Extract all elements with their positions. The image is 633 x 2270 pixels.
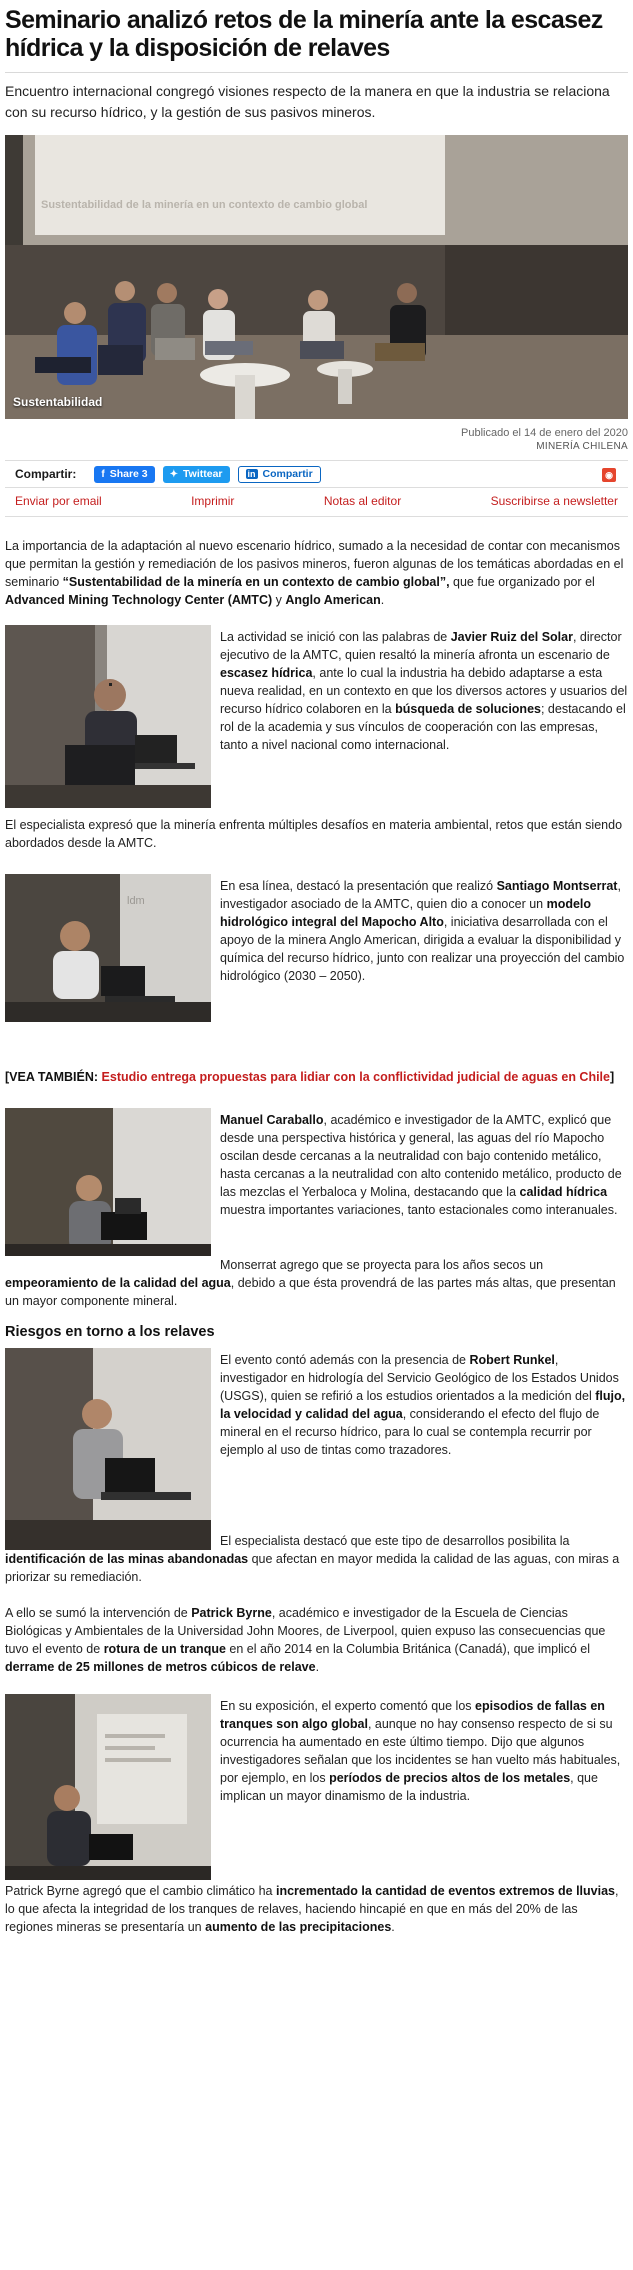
paragraph-monserrat-dry-years: Monserrat agrego que se proyecta para los años secos un empeoramiento de la calidad del agua, debido a que ésta provendrá de las partes más altas, que presentan un mayor componente mineral.	[5, 1258, 616, 1308]
section-caraballo	[5, 1108, 628, 1256]
section-montserrat	[5, 874, 628, 1022]
hero-caption: Sustentabilidad	[13, 395, 103, 409]
share-label: Compartir:	[15, 467, 77, 481]
linkedin-icon: in	[247, 469, 256, 479]
paragraph-abandoned-mines: El especialista destacó que este tipo de desarrollos posibilita la identificación de las minas abandonadas que afectan en mayor medida la calidad de las aguas, con miras a priorizar su remediación.	[5, 1534, 620, 1584]
rss-icon[interactable]: ◉	[602, 468, 616, 482]
twitter-icon: ✦	[169, 468, 179, 480]
see-also: [VEA TAMBIÉN: Estudio entrega propuestas para lidiar con la conflictividad judicial de aguas en Chile]	[5, 1070, 615, 1084]
paragraph-byrne-exposition: En su exposición, el experto comentó que los episodios de fallas en tranques son algo global, aunque no hay consenso respecto de si su ocurrencia ha aumentado en este último tiempo. Dijo que algunos investigadores señalan que los incidentes se han vuelto más habituales, por ejemplo, en los períodos de precios altos de los metales, que implican un mayor dinamismo de la industria.	[220, 1699, 621, 1803]
facebook-icon: f	[101, 468, 105, 480]
facebook-share-button[interactable]	[94, 466, 154, 483]
section-heading-tailings: Riesgos en torno a los relaves	[5, 1324, 215, 1340]
section-byrne-exposition	[5, 1694, 628, 1880]
photo-byrne	[5, 1694, 211, 1880]
paragraph-byrne: A ello se sumó la intervención de Patrick Byrne, académico e investigador de la Escuela de Ciencias Biológicas y Ambientales de la Universidad John Moores, de Liverpool, quien expuso las consecuencias que tuvo el evento de rotura de un tranque en el año 2014 en la Columbia Británica (Canadá), que implicó el derrame de 25 millones de metros cúbicos de relave.	[5, 1606, 606, 1674]
article-actions	[5, 488, 628, 517]
paragraph-climate-change: Patrick Byrne agregó que el cambio climático ha incrementado la cantidad de eventos extremos de lluvias, lo que afecta la integridad de los tranques de relaves, haciendo hincapié en que en más del 20% de las regiones mineras se presentaría un aumento de las precipitaciones.	[5, 1884, 619, 1934]
photo-ruiz-del-solar	[5, 625, 211, 808]
section-ruiz	[5, 625, 628, 808]
paragraph-ruiz: La actividad se inició con las palabras de Javier Ruiz del Solar, director ejecutivo de la AMTC, quien resaltó la minería afronta un escenario de escasez hídrica, ante lo cual la industria ha debido adaptarse a esta nueva realidad, en un contexto en que los diversos actores y usuarios del recurso hídrico colaboren en la búsqueda de soluciones; destacando el rol de la academia y sus vínculos de cooperación con las empresas, tanto a nivel nacional como internacional.	[220, 630, 628, 752]
paragraph-runkel: El evento contó además con la presencia de Robert Runkel, investigador en hidrología del Servicio Geológico de los Estados Unidos (USGS), quien se refirió a los estudios orientados a la medición del flujo, la velocidad y calidad del agua, considerando el efecto del flujo de mineral en el recurso hídrico, para lo cual se contempla recurrir por ejemplo al uso de tintas como trazadores.	[220, 1353, 626, 1457]
title-divider	[5, 72, 628, 73]
paragraph-amtc-challenges: El especialista expresó que la minería enfrenta múltiples desafíos en materia ambiental, retos que están siendo abordados desde la AMTC.	[5, 818, 623, 850]
section-runkel	[5, 1348, 628, 1550]
paragraph-intro: La importancia de la adaptación al nuevo escenario hídrico, sumado a la necesidad de contar con mecanismos que permitan la gestión y remediación de los pasivos mineros, fueron algunas de los temáticas abordadas en el seminario “Sustentabilidad de la minería en un contexto de cambio global”, que fue organizado por el Advanced Mining Technology Center (AMTC) y Anglo American.	[5, 539, 624, 607]
publish-source: MINERÍA CHILENA	[536, 441, 628, 452]
publish-date: Publicado el 14 de enero del 2020	[461, 427, 628, 439]
svg-text:ldm: ldm	[127, 895, 145, 907]
facebook-share-label: Share 3	[109, 468, 148, 480]
editor-notes-link[interactable]: Notas al editor	[323, 494, 402, 508]
paragraph-caraballo: Manuel Caraballo, académico e investigador de la AMTC, explicó que desde una perspectiva histórica y general, las aguas del río Mapocho oscilan desde cercanas a la neutralidad con bajo contenido metálico, hasta cercanas a la neutralidad con alto contenido metálico, producto de las mezclas el Yerbaloca y Molina, destacando que la calidad hídrica muestra importantes variaciones, tanto estacionales como interanuales.	[220, 1113, 622, 1217]
twitter-share-button[interactable]	[163, 466, 230, 483]
hero-screen-text: Sustentabilidad de la minería en un contexto de cambio global	[41, 199, 368, 211]
paragraph-montserrat: En esa línea, destacó la presentación que realizó Santiago Montserrat, investigador asociado de la AMTC, quien dio a conocer un modelo hidrológico integral del Mapocho Alto, iniciativa desarrollada con el apoyo de la minera Anglo American, dirigida a evaluar la disponibilidad y química del recurso hídrico, junto con realizar una proyección del cambio hidrológico (2030 – 2050).	[220, 879, 625, 983]
twitter-share-label: Twittear	[183, 468, 223, 480]
newsletter-link[interactable]: Suscribirse a newsletter	[490, 494, 618, 508]
article-lead: Encuentro internacional congregó visiones respecto de la manera en que la industria se relaciona con su recurso hídrico, y la gestión de sus pasivos mineros.	[5, 83, 610, 120]
print-link[interactable]: Imprimir	[191, 494, 235, 508]
photo-montserrat	[5, 874, 211, 1022]
photo-caraballo	[5, 1108, 211, 1256]
linkedin-share-label: Compartir	[262, 468, 313, 480]
photo-runkel	[5, 1348, 211, 1550]
article-title: Seminario analizó retos de la minería ante la escasez hídrica y la disposición de relaves	[5, 6, 603, 62]
share-bar	[5, 460, 628, 488]
linkedin-share-button[interactable]	[238, 466, 321, 483]
email-link[interactable]: Enviar por email	[15, 494, 102, 508]
hero-photo	[5, 135, 628, 419]
see-also-link[interactable]: Estudio entrega propuestas para lidiar con la conflictividad judicial de aguas en Chile	[101, 1070, 610, 1084]
